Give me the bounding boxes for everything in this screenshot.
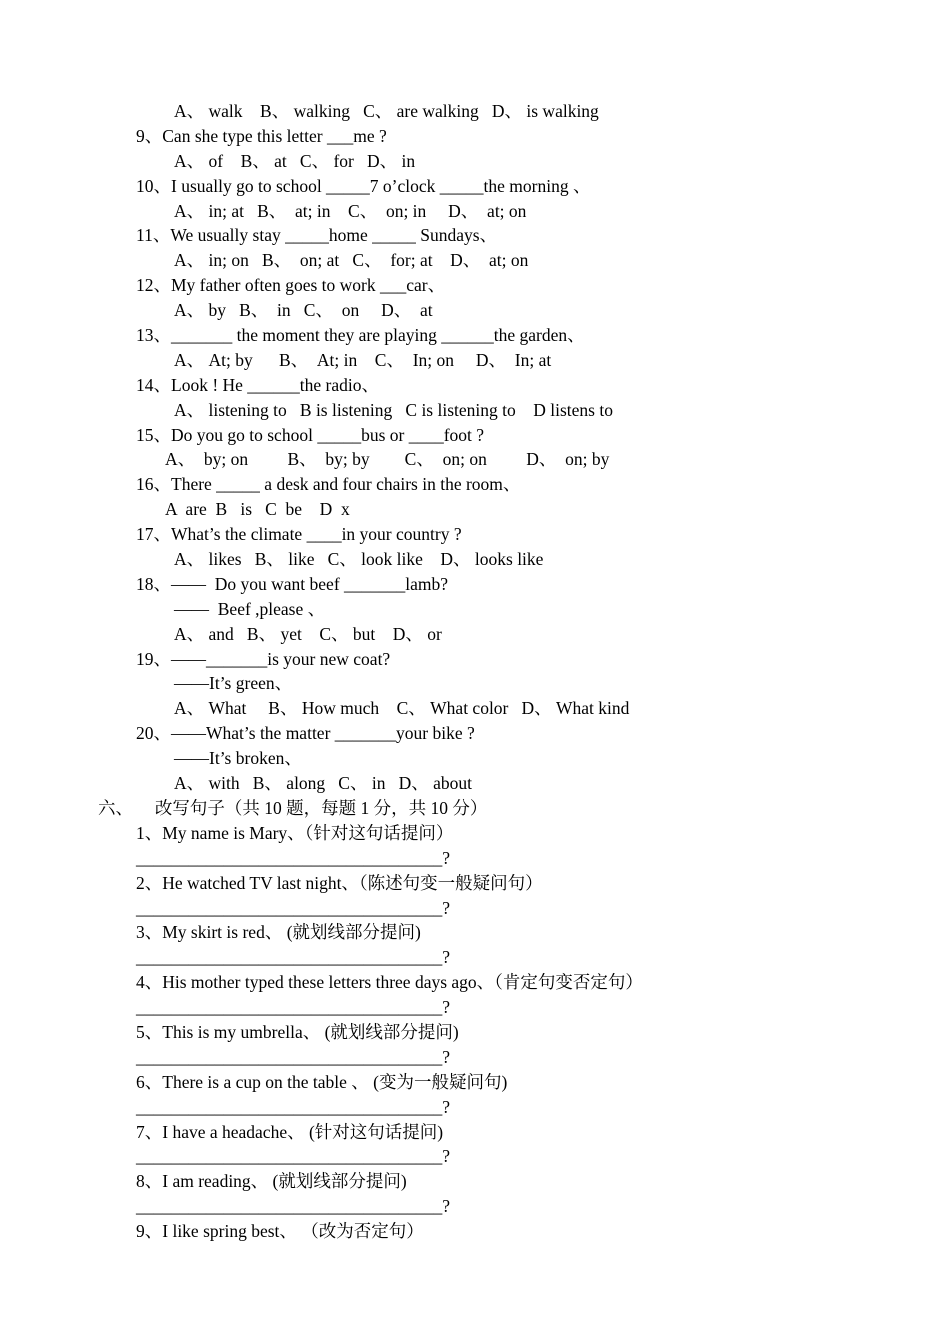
answer-options: A、 What B、 How much C、 What color D、 What kind [174,698,630,719]
answer-options: A、 of B、 at C、 for D、 in [174,150,416,171]
answer-blank: ___________________________________? [136,997,451,1018]
dialogue-line: —— Beef ,please 、 [174,598,326,619]
answer-blank: ___________________________________? [136,1196,451,1217]
question-line: 16、There _____ a desk and four chairs in the room、 [136,474,521,495]
worksheet-page [0,99,950,1244]
answer-options: A、 At; by B、 At; in C、 In; on D、 In; at [174,349,552,370]
answer-options: A、 and B、 yet C、 but D、 or [174,623,442,644]
question-line: 1、My name is Mary、（针对这句话提问） [136,822,454,843]
question-line: 14、Look ! He ______the radio、 [136,374,380,395]
answer-blank: ___________________________________? [136,1096,451,1117]
question-line: 20、——What’s the matter _______your bike ? [136,723,475,744]
question-line: 8、I am reading、 (就划线部分提问) [136,1171,407,1192]
answer-blank: ___________________________________? [136,947,451,968]
answer-options: A、 likes B、 like C、 look like D、 looks like [174,549,544,570]
answer-options: A、 by B、 in C、 on D、 at [174,300,433,321]
question-line: 5、This is my umbrella、 (就划线部分提问) [136,1021,459,1042]
answer-options: A、 walk B、 walking C、 are walking D、 is walking [174,101,599,121]
question-line: 3、My skirt is red、 (就划线部分提问) [136,922,421,943]
question-line: 9、I like spring best、 （改为否定句） [136,1221,424,1242]
answer-options: A、 in; at B、 at; in C、 on; in D、 at; on [174,200,527,221]
answer-options: A、 by; on B、 by; by C、 on; on D、 on; by [165,449,610,470]
dialogue-line: ——It’s broken、 [174,748,302,769]
question-line: 4、His mother typed these letters three days ago、（肯定句变否定句） [136,972,643,993]
question-line: 13、_______ the moment they are playing ______the garden、 [136,325,585,346]
answer-blank: ___________________________________? [136,1046,451,1067]
section-heading: 六、 改写句子（共 10 题，每题 1 分，共 10 分） [98,797,488,818]
question-line: 9、Can she type this letter ___me ? [136,125,387,146]
answer-options: A、 in; on B、 on; at C、 for; at D、 at; on [174,250,529,271]
answer-blank: ___________________________________? [136,847,451,868]
answer-options: A、 listening to B is listening C is listening to D listens to [174,399,613,420]
question-line: 11、We usually stay _____home _____ Sundays、 [136,225,498,246]
question-line: 7、I have a headache、 (针对这句话提问) [136,1121,444,1142]
question-line: 15、Do you go to school _____bus or ____foot ? [136,424,485,445]
answer-options: A are B is C be D x [165,499,350,520]
answer-blank: ___________________________________? [136,1146,451,1167]
question-line: 17、What’s the climate ____in your country ? [136,524,462,545]
question-line: 12、My father often goes to work ___car、 [136,275,446,296]
answer-options: A、 with B、 along C、 in D、 about [174,773,472,794]
question-line: 6、There is a cup on the table 、 (变为一般疑问句) [136,1071,508,1092]
question-line: 2、He watched TV last night、（陈述句变一般疑问句） [136,872,543,893]
dialogue-line: ——It’s green、 [174,673,293,694]
question-line: 18、—— Do you want beef _______lamb? [136,573,449,594]
question-line: 19、——_______is your new coat? [136,648,391,669]
answer-blank: ___________________________________? [136,897,451,918]
question-line: 10、I usually go to school _____7 o’clock _____the morning 、 [136,175,591,196]
